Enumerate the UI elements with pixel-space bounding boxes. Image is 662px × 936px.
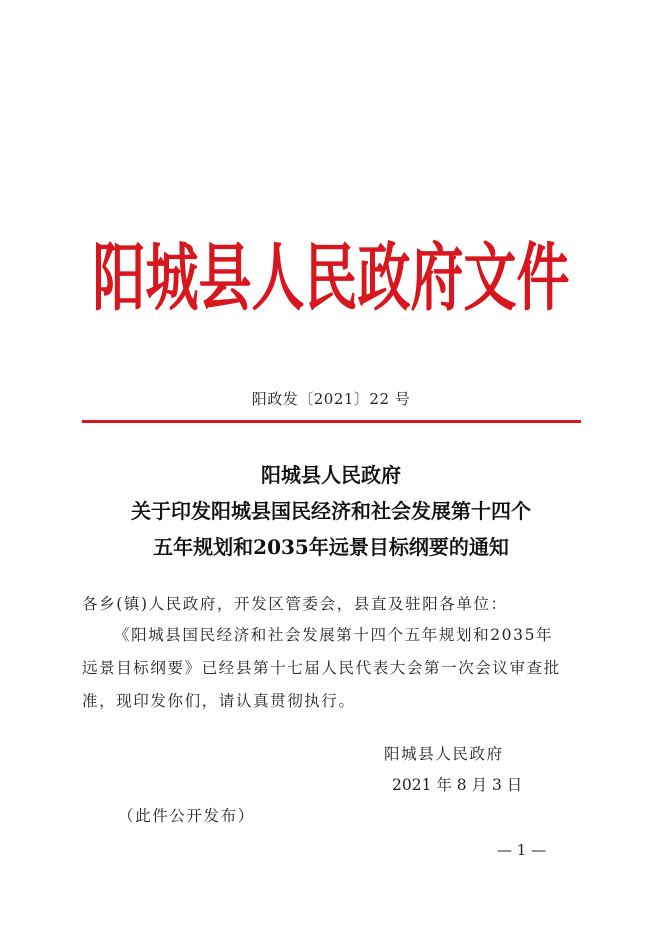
document-number: 阳政发〔2021〕22 号 <box>251 390 411 408</box>
notice-title <box>0 457 662 565</box>
document-masthead: 阳城县人民政府文件 <box>92 235 570 321</box>
red-separator-line <box>82 420 581 423</box>
page-number: — 1 — <box>497 841 547 859</box>
body-paragraph-line-3: 准，现印发你们，请认真贯彻执行。 <box>82 692 356 710</box>
issuing-authority: 阳城县人民政府 <box>384 745 504 763</box>
body-paragraph-line-1: 《阳城县国民经济和社会发展第十四个五年规划和2035年 <box>114 626 554 644</box>
title-line-1: 阳城县人民政府 <box>261 463 401 487</box>
issue-date: 2021 年 8 月 3 日 <box>392 776 523 794</box>
title-line-3: 五年规划和2035年远景目标纲要的通知 <box>153 535 509 559</box>
title-line-2: 关于印发阳城县国民经济和社会发展第十四个 <box>131 499 531 523</box>
disclosure-note: （此件公开发布） <box>118 807 255 825</box>
salutation: 各乡(镇)人民政府，开发区管委会，县直及驻阳各单位： <box>82 595 508 613</box>
body-paragraph-line-2: 远景目标纲要》已经县第十七届人民代表大会第一次会议审查批 <box>82 659 561 677</box>
